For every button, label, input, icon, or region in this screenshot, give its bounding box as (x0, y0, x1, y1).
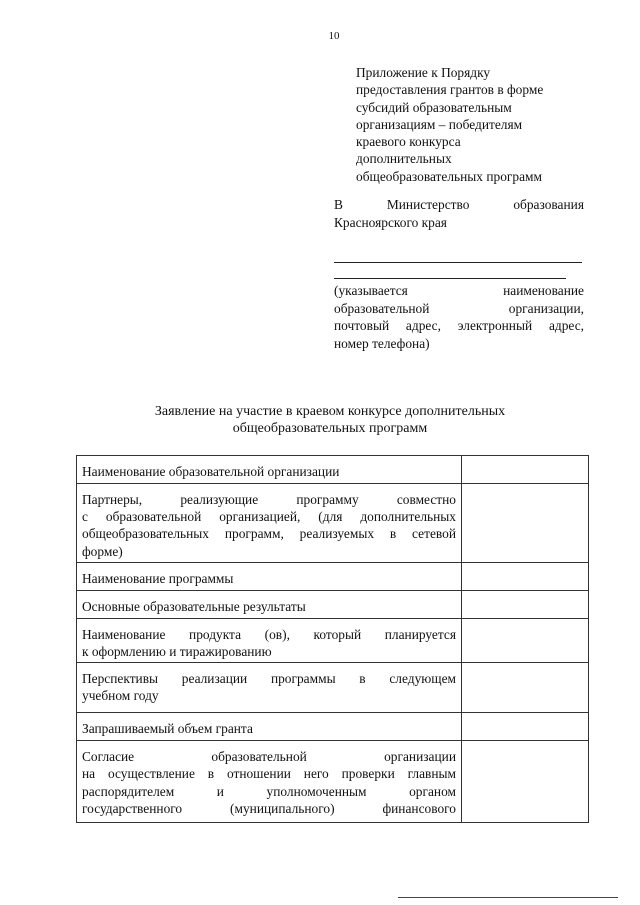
table-row (77, 741, 589, 823)
field-value-cell[interactable] (462, 663, 589, 713)
application-form-table (76, 455, 589, 823)
field-label: Наименование продукта (ов), который планируется к оформлению и тиражированию (77, 618, 462, 662)
table-row (77, 663, 589, 713)
field-label: Перспективы реализации программы в следующем учебном году (77, 663, 462, 713)
appendix-line: краевого конкурса (356, 134, 461, 150)
table-row (77, 713, 589, 741)
hint-text: номер телефона) (334, 335, 430, 351)
applicant-fill-line-2 (334, 278, 566, 279)
table-row (77, 456, 589, 484)
appendix-line: организациям – победителям (356, 116, 523, 132)
field-value-cell[interactable] (462, 562, 589, 590)
field-label: Партнеры, реализующие программу совместно с образовательной организацией, (для дополнительных общеобразовательных программ, реализуемых в сетевой форме) (77, 484, 462, 563)
appendix-line: предоставления грантов в форме (356, 82, 544, 98)
field-value-cell[interactable] (462, 484, 589, 563)
hint-text: почтовый адрес, электронный адрес, (334, 318, 584, 333)
applicant-fill-line-1 (334, 262, 582, 263)
addressee-education: образования (513, 197, 584, 212)
field-label: Согласие образовательной организации на осуществление в отношении него проверки главным распорядителем и уполномоченным органом государственного (муниципального) финансового (77, 741, 462, 823)
table-row (77, 484, 589, 563)
title-line: общеобразовательных программ (232, 421, 428, 436)
addressee-ministry: Министерство (386, 197, 470, 212)
hint-text: организации, (508, 300, 584, 316)
field-value-cell[interactable] (462, 741, 589, 823)
footer-line (398, 897, 618, 898)
appendix-line: дополнительных (356, 151, 452, 167)
addressee-region: Красноярского края (334, 214, 447, 230)
addressee-block (334, 196, 584, 231)
document-title (90, 403, 570, 437)
hint-text: наименование (503, 283, 584, 298)
table-row (77, 562, 589, 590)
field-label: Запрашиваемый объем гранта (77, 713, 462, 741)
field-label: Основные образовательные результаты (77, 590, 462, 618)
field-value-cell[interactable] (462, 456, 589, 484)
field-value-cell[interactable] (462, 618, 589, 662)
appendix-header (356, 64, 586, 185)
hint-text: (указывается (334, 283, 408, 298)
appendix-line: Приложение к Порядку (356, 65, 491, 80)
table-row (77, 618, 589, 662)
table-row (77, 590, 589, 618)
field-value-cell[interactable] (462, 713, 589, 741)
page-number: 10 (328, 30, 340, 42)
addressee-prefix: В (334, 197, 343, 212)
field-label: Наименование образовательной организации (77, 456, 462, 484)
field-label: Наименование программы (77, 562, 462, 590)
appendix-line: общеобразовательных программ (356, 168, 542, 184)
field-value-cell[interactable] (462, 590, 589, 618)
hint-text: образовательной (334, 300, 430, 316)
title-line: Заявление на участие в краевом конкурсе дополнительных (154, 404, 506, 419)
applicant-hint (334, 282, 584, 352)
appendix-line: субсидий образовательным (356, 99, 512, 115)
